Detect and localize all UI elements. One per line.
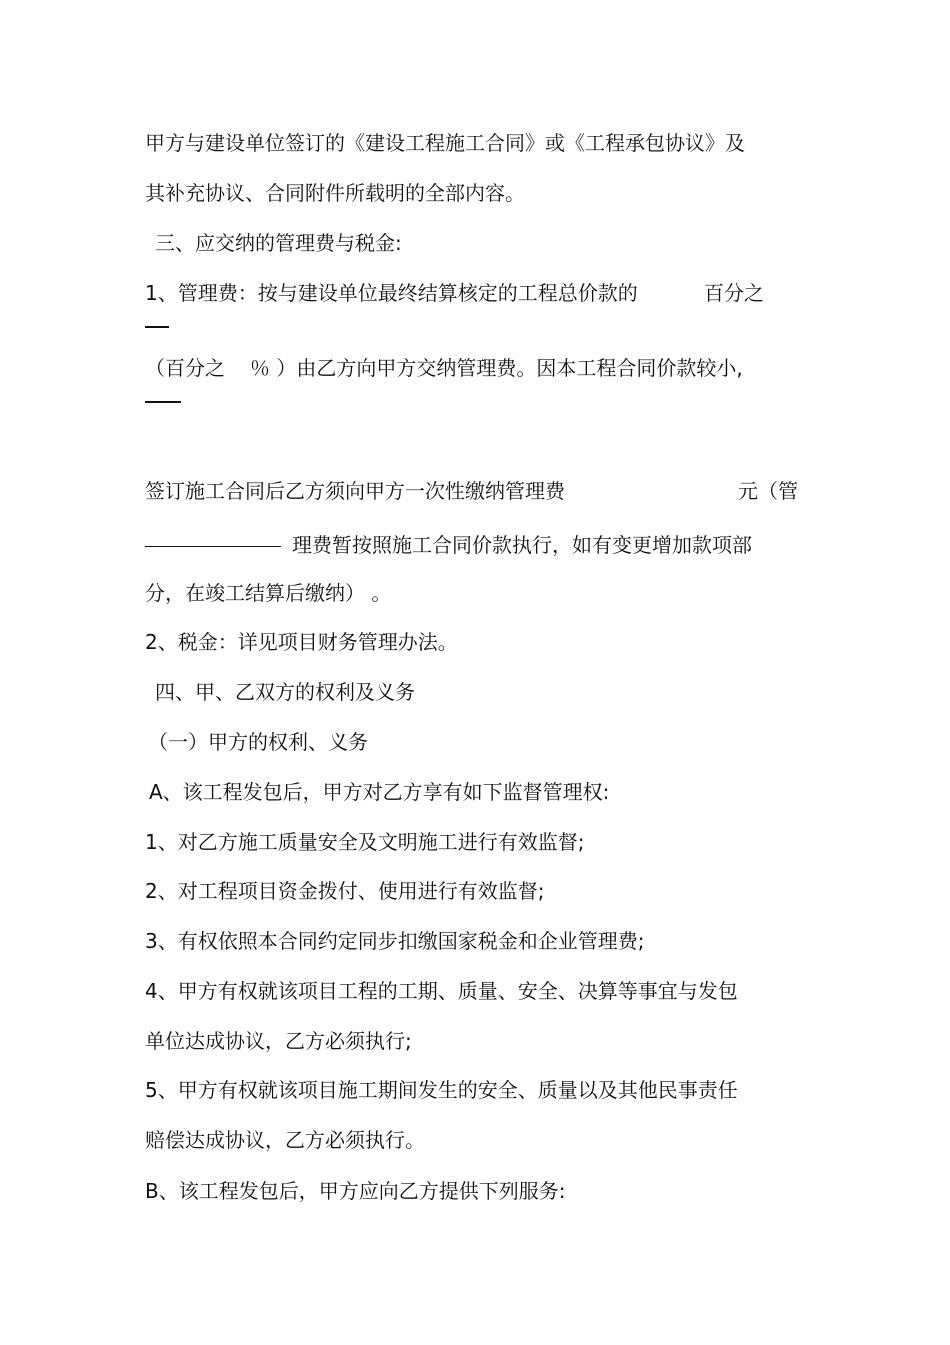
paragraph-line: 分，在竣工结算后缴纳） 。 — [145, 581, 392, 605]
blank-underline — [145, 401, 181, 403]
list-item: 5、甲方有权就该项目施工期间发生的安全、质量以及其他民事责任 — [145, 1078, 738, 1102]
paragraph-line: 理费暂按照施工合同价款执行，如有变更增加款项部 — [292, 533, 752, 557]
paragraph-line: 1、管理费：按与建设单位最终结算核定的工程总价款的 — [145, 281, 638, 305]
section-heading: 三、应交纳的管理费与税金: — [155, 231, 402, 255]
paragraph-fragment: 百分之 — [704, 281, 764, 305]
paragraph-line: 其补充协议、合同附件所载明的全部内容。 — [145, 181, 525, 205]
list-item: 2、对工程项目资金拨付、使用进行有效监督; — [145, 879, 545, 903]
paragraph-fragment: 元（管 — [738, 479, 798, 503]
paragraph-line: 2、税金：详见项目财务管理办法。 — [145, 630, 458, 654]
list-item: 3、有权依照本合同约定同步扣缴国家税金和企业管理费; — [145, 929, 645, 953]
blank-underline — [145, 326, 169, 328]
list-item-continuation: 单位达成协议，乙方必须执行; — [145, 1029, 412, 1053]
section-heading: 四、甲、乙双方的权利及义务 — [155, 680, 415, 704]
paragraph-line: 签订施工合同后乙方须向甲方一次性缴纳管理费 — [145, 479, 565, 503]
sub-heading: （一）甲方的权利、义务 — [148, 730, 368, 754]
paragraph-fragment: （百分之 — [145, 356, 225, 380]
blank-underline — [145, 546, 281, 547]
paragraph-line: B、该工程发包后，甲方应向乙方提供下列服务: — [145, 1179, 566, 1203]
paragraph-fragment: ％ ）由乙方向甲方交纳管理费。因本工程合同价款较小, — [250, 356, 743, 380]
list-item: 4、甲方有权就该项目工程的工期、质量、安全、决算等事宜与发包 — [145, 979, 738, 1003]
list-item: 1、对乙方施工质量安全及文明施工进行有效监督; — [145, 830, 585, 854]
list-item-continuation: 赔偿达成协议，乙方必须执行。 — [145, 1128, 425, 1152]
paragraph-line: 甲方与建设单位签订的《建设工程施工合同》或《工程承包协议》及 — [145, 131, 745, 155]
paragraph-line: A、该工程发包后，甲方对乙方享有如下监督管理权: — [149, 780, 610, 804]
